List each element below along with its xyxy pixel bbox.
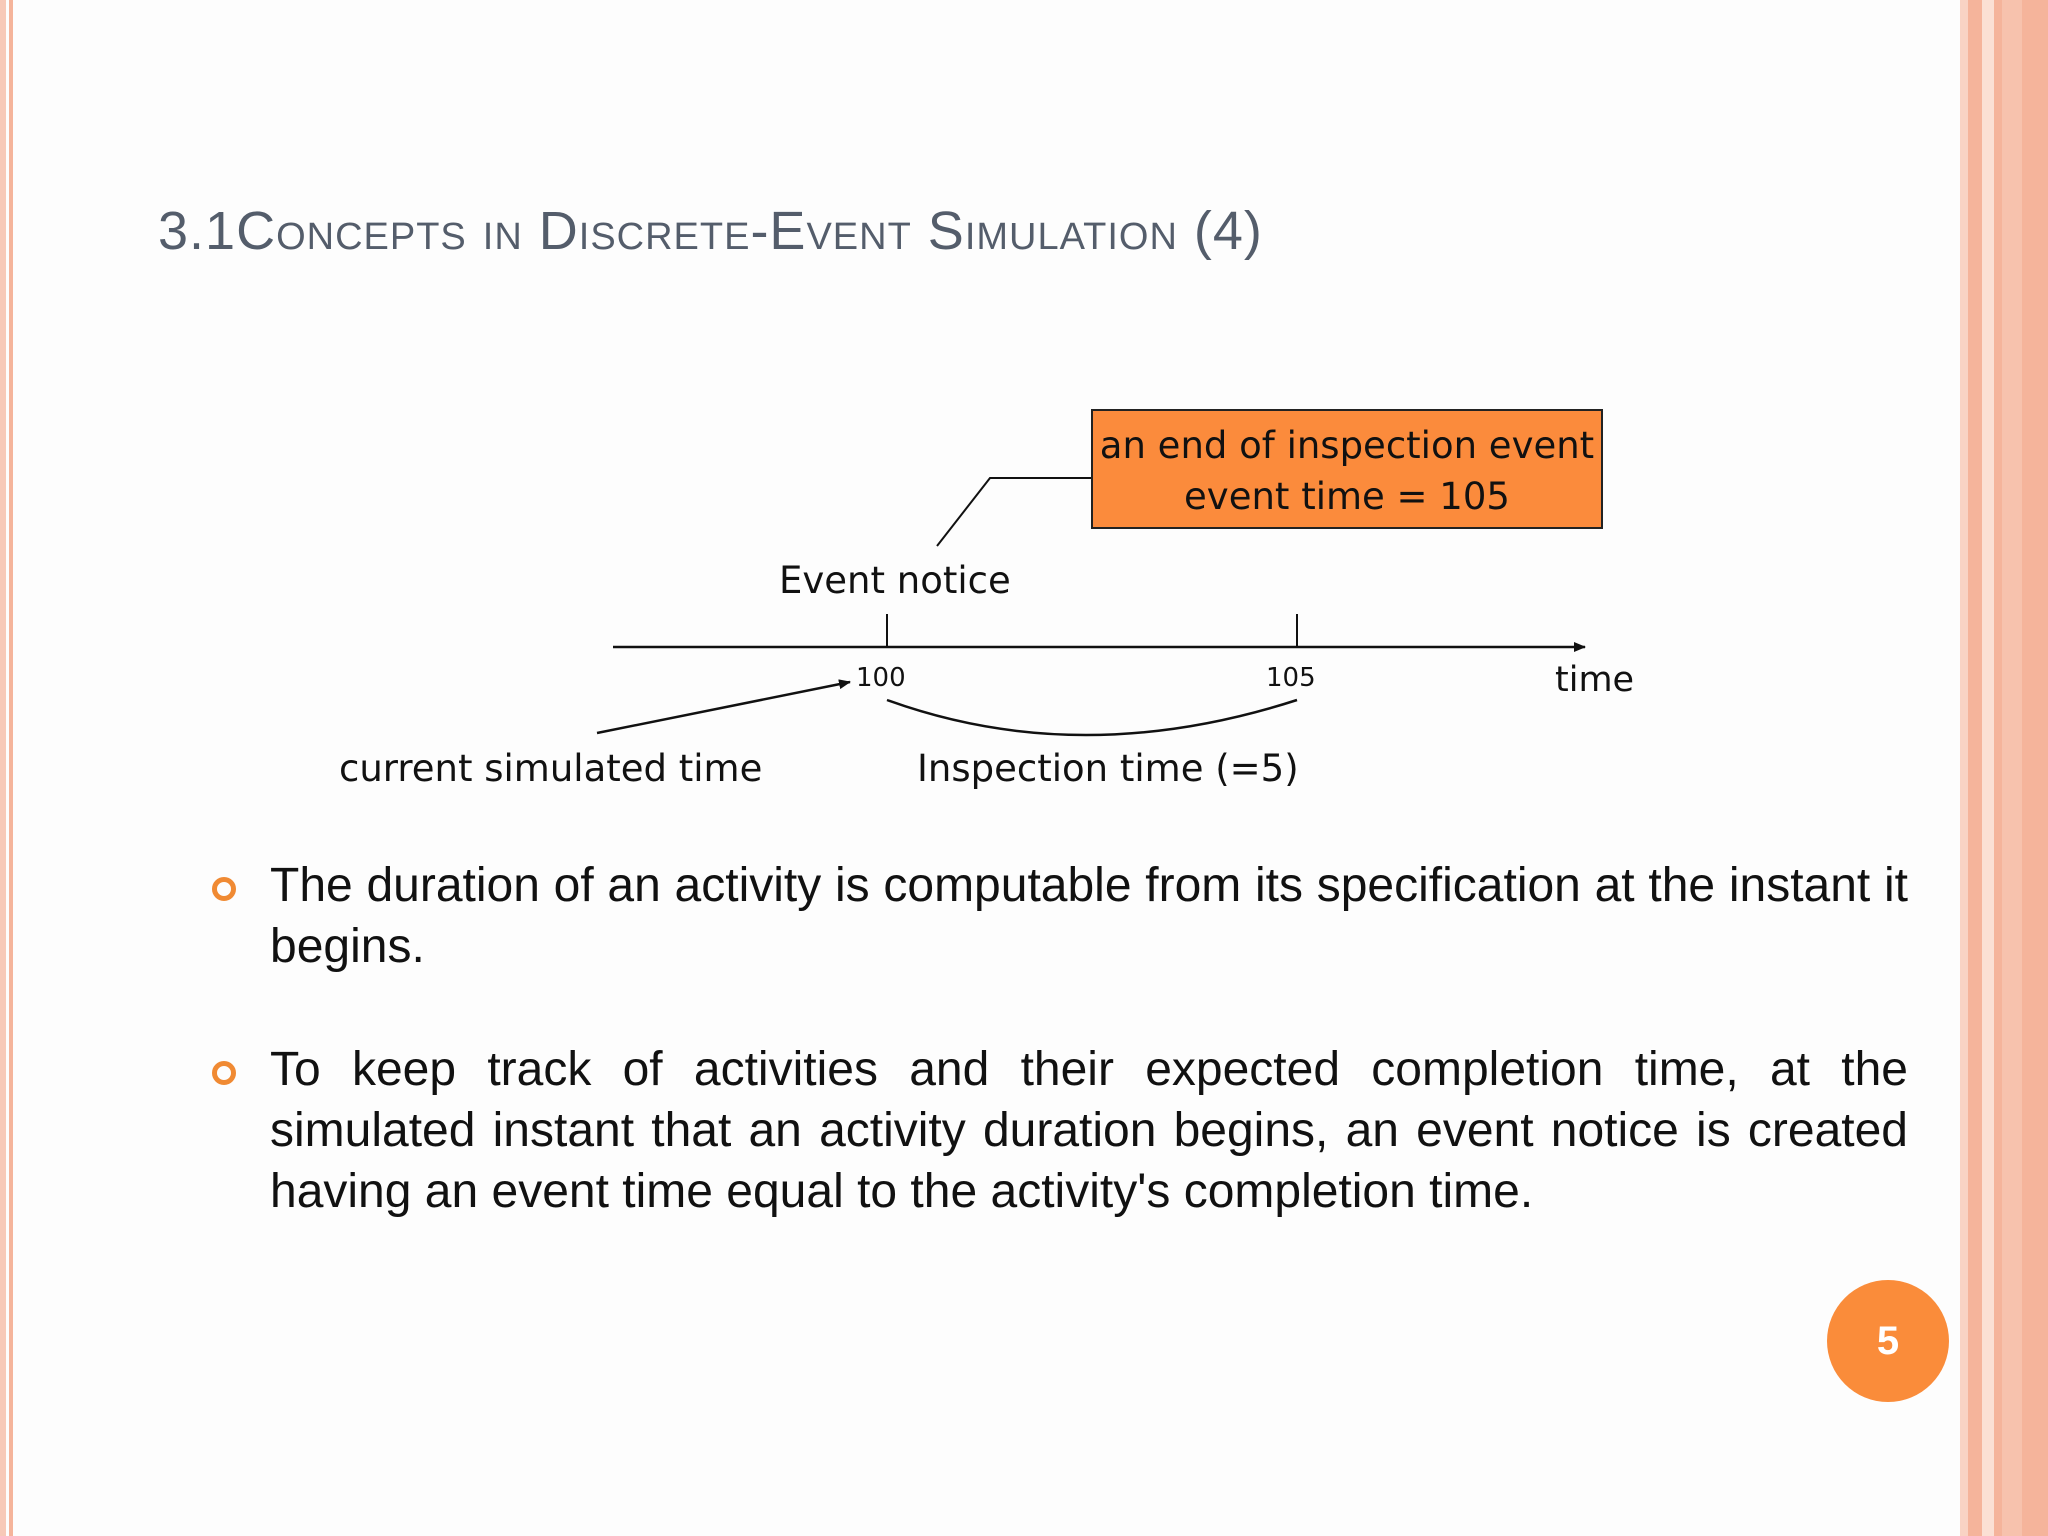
axis-time-label: time: [1555, 660, 1635, 700]
current-time-arrow: [597, 682, 850, 733]
callout-leader-line: [937, 478, 1091, 546]
bullet-list: [208, 855, 1908, 1284]
bullet-circle-icon: [212, 877, 236, 901]
callout-line-1: an end of inspection event: [1099, 424, 1595, 467]
bullet-circle-icon: [212, 1061, 236, 1085]
bullet-item: [208, 855, 1908, 977]
slide-title: 3.1Concepts in Discrete-Event Simulation (4): [158, 201, 1263, 261]
inspection-time-label: Inspection time (=5): [917, 747, 1299, 790]
callout-line-2: event time = 105: [1184, 475, 1510, 518]
inspection-brace: [887, 700, 1297, 735]
tick-105-label: 105: [1266, 663, 1316, 693]
event-callout-box: [1091, 409, 1603, 529]
tick-100-label: 100: [856, 663, 906, 693]
current-simulated-time-label: current simulated time: [339, 747, 763, 790]
bullet-text: To keep track of activities and their expected completion time, at the simulated instant that an activity duration begins, an event notice is created having an event time equal to the activity's completion time.: [270, 1043, 1908, 1218]
page-number-badge: 5: [1827, 1280, 1949, 1402]
bullet-text: The duration of an activity is computable from its specification at the instant it begins.: [270, 859, 1908, 973]
event-notice-label: Event notice: [779, 559, 1011, 602]
bullet-item: [208, 1039, 1908, 1222]
